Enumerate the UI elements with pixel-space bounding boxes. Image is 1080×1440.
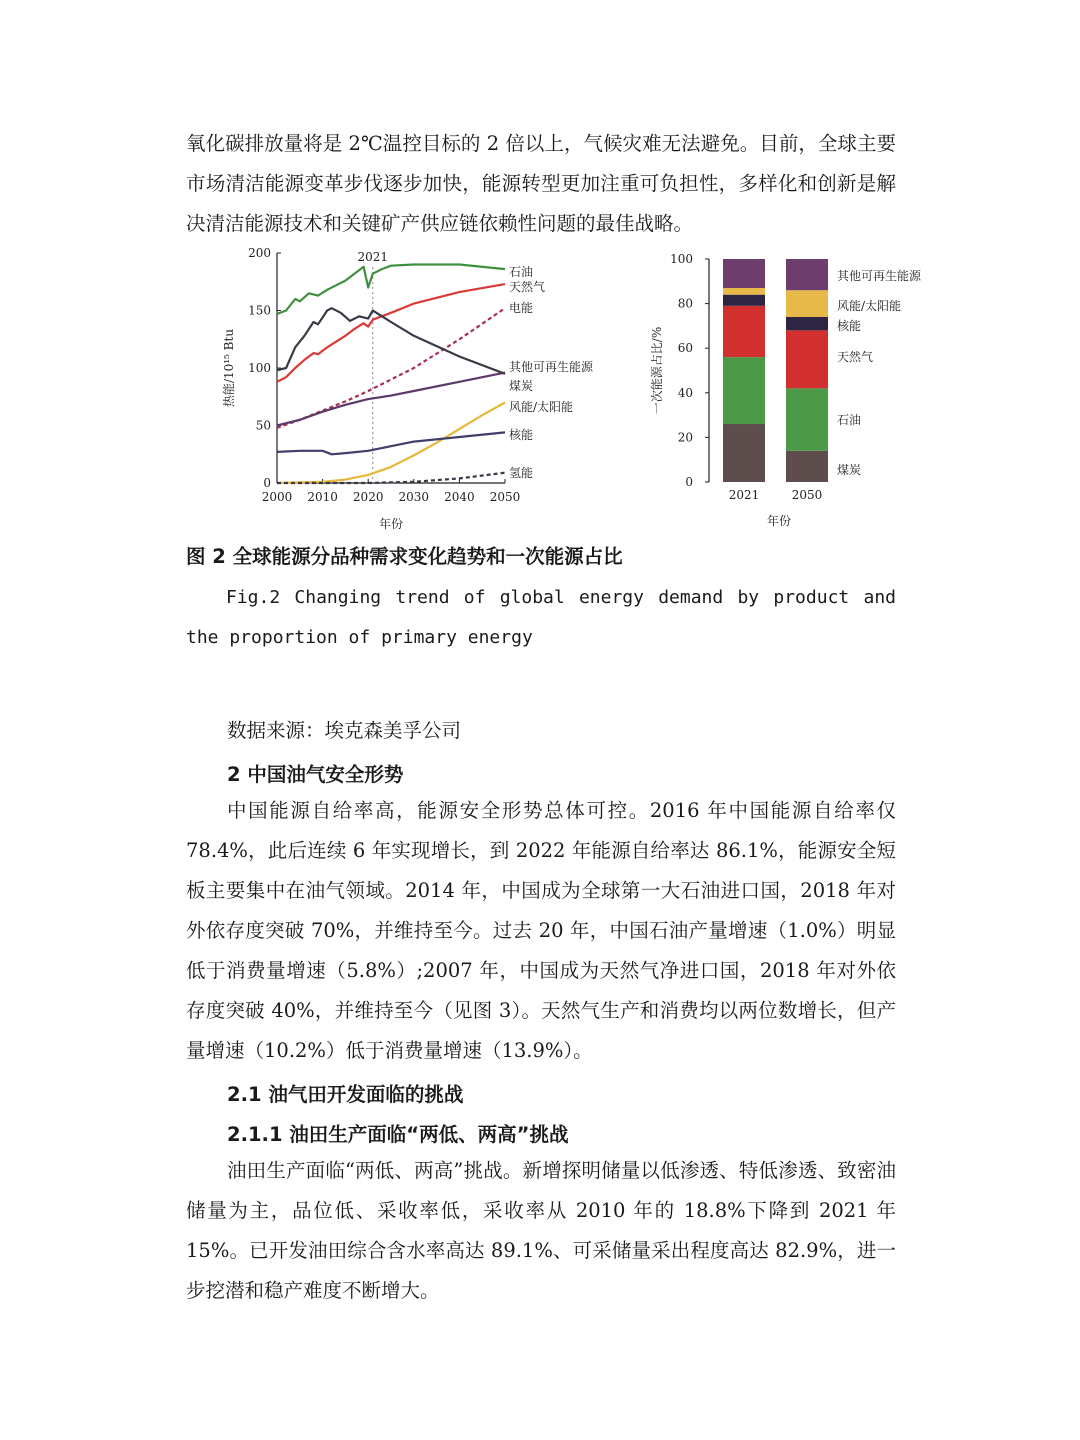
bar-chart-x-axis-label: 年份 <box>766 514 792 528</box>
line-series-其他可再生能源 <box>277 373 505 426</box>
energy-demand-line-chart <box>215 240 594 536</box>
line-series-煤炭 <box>277 308 505 374</box>
section-heading-2-1-1: 2.1.1 油田生产面临“两低、两高”挑战 <box>227 1123 569 1146</box>
bar-segment-风能/太阳能-2021 <box>723 288 765 295</box>
line-chart-y-tick-label: 100 <box>248 361 271 375</box>
line-chart-series-label: 电能 <box>509 301 534 315</box>
section-heading-2-1: 2.1 油气田开发面临的挑战 <box>227 1083 464 1106</box>
line-chart-series-label: 氢能 <box>509 466 534 480</box>
bar-chart-series-label: 煤炭 <box>837 463 862 477</box>
line-series-核能 <box>277 432 505 454</box>
line-chart-y-tick-label: 150 <box>248 303 271 318</box>
line-chart-x-tick-label: 2020 <box>352 490 384 504</box>
bar-segment-核能-2021 <box>723 295 765 306</box>
line-chart-x-tick-label: 2040 <box>444 490 475 504</box>
bar-chart-y-tick-label: 100 <box>670 252 693 266</box>
line-chart-x-tick-label: 2030 <box>398 490 430 504</box>
line-chart-y-tick-label: 0 <box>263 476 271 490</box>
bar-segment-石油-2021 <box>723 357 765 424</box>
line-chart-y-tick-label: 200 <box>248 246 271 260</box>
bar-chart-series-label: 风能/太阳能 <box>837 299 902 313</box>
line-chart-y-axis-label: 热能/10¹⁵ Btu <box>222 328 236 408</box>
line-chart-annotation: 2021 <box>357 250 389 264</box>
bar-chart-y-axis-label: 一次能源占比/% <box>650 326 664 415</box>
bar-segment-煤炭-2021 <box>723 424 765 482</box>
intro-paragraph: 氧化碳排放量将是 2℃温控目标的 2 倍以上，气候灾难无法避免。目前，全球主要市场清洁能源变革步伐逐步加快，能源转型更加注重可负担性，多样化和创新是解决清洁能源技术和关键矿产供应链依赖性问题的最佳战略。 <box>186 132 896 235</box>
bar-segment-天然气-2021 <box>723 306 765 357</box>
line-chart-x-tick-label: 2000 <box>261 490 293 504</box>
line-chart-series-label: 风能/太阳能 <box>509 400 574 414</box>
line-chart-x-tick-label: 2050 <box>489 490 521 504</box>
bar-chart-series-label: 天然气 <box>837 350 874 364</box>
line-chart-series-label: 煤炭 <box>509 379 534 393</box>
bar-chart-y-tick-label: 80 <box>677 296 693 311</box>
primary-energy-share-bar-chart <box>645 245 945 535</box>
bar-segment-其他可再生能源-2050 <box>786 259 828 290</box>
figure-caption-chinese: 图 2 全球能源分品种需求变化趋势和一次能源占比 <box>186 545 623 568</box>
bar-segment-煤炭-2050 <box>786 451 828 482</box>
line-chart-series-label: 天然气 <box>509 280 546 294</box>
line-series-天然气 <box>277 284 505 382</box>
bar-chart-y-tick-label: 60 <box>677 341 693 356</box>
bar-segment-其他可再生能源-2021 <box>723 259 765 288</box>
line-chart-series-label: 其他可再生能源 <box>509 360 594 374</box>
bar-segment-天然气-2050 <box>786 330 828 388</box>
data-source-note: 数据来源：埃克森美孚公司 <box>227 719 462 742</box>
bar-segment-核能-2050 <box>786 317 828 330</box>
line-chart-y-tick-label: 50 <box>255 418 271 433</box>
bar-chart-y-tick-label: 0 <box>685 475 693 489</box>
line-chart-x-axis-label: 年份 <box>378 517 404 531</box>
section-2-1-1-paragraph: 油田生产面临“两低、两高”挑战。新增探明储量以低渗透、特低渗透、致密油储量为主，品位低、采收率低，采收率从 2010 年的 18.8%下降到 2021 年 15%。已开发油田综合含水率高达 89.1%、可采储量采出程度高达 82.9%，进一步挖潜和稳产难度不断增大。 <box>186 1159 896 1302</box>
bar-chart-series-label: 石油 <box>837 413 862 427</box>
bar-chart-y-tick-label: 20 <box>677 430 693 445</box>
bar-chart-series-label: 核能 <box>837 319 862 333</box>
bar-chart-y-tick-label: 40 <box>677 385 693 400</box>
bar-segment-风能/太阳能-2050 <box>786 290 828 317</box>
bar-chart-x-tick-label: 2021 <box>728 488 760 502</box>
section-heading-2: 2 中国油气安全形势 <box>227 763 404 786</box>
line-chart-x-tick-label: 2010 <box>307 490 338 504</box>
bar-segment-石油-2050 <box>786 388 828 450</box>
line-chart-series-label: 核能 <box>509 428 534 442</box>
figure-caption-english: Fig.2 Changing trend of global energy demand by product and the proportion of primary energy <box>186 587 896 648</box>
bar-chart-x-tick-label: 2050 <box>791 488 823 502</box>
bar-chart-series-label: 其他可再生能源 <box>837 269 922 283</box>
section-2-paragraph: 中国能源自给率高，能源安全形势总体可控。2016 年中国能源自给率仅 78.4%，此后连续 6 年实现增长，到 2022 年能源自给率达 86.1%，能源安全短板主要集中在油气领域。2014 年，中国成为全球第一大石油进口国，2018 年对外依存度突破 70%，并维持至今。过去 20 年，中国石油产量增速（1.0%）明显低于消费量增速（5.8%）;2007 年，中国成为天然气净进口国，2018 年对外依存度突破 40%，并维持至今（见图 3）。天然气生产和消费均以两位数增长，但产量增速（10.2%）低于消费量增速（13.9%）。 <box>186 799 896 1062</box>
line-chart-series-label: 石油 <box>509 265 534 279</box>
